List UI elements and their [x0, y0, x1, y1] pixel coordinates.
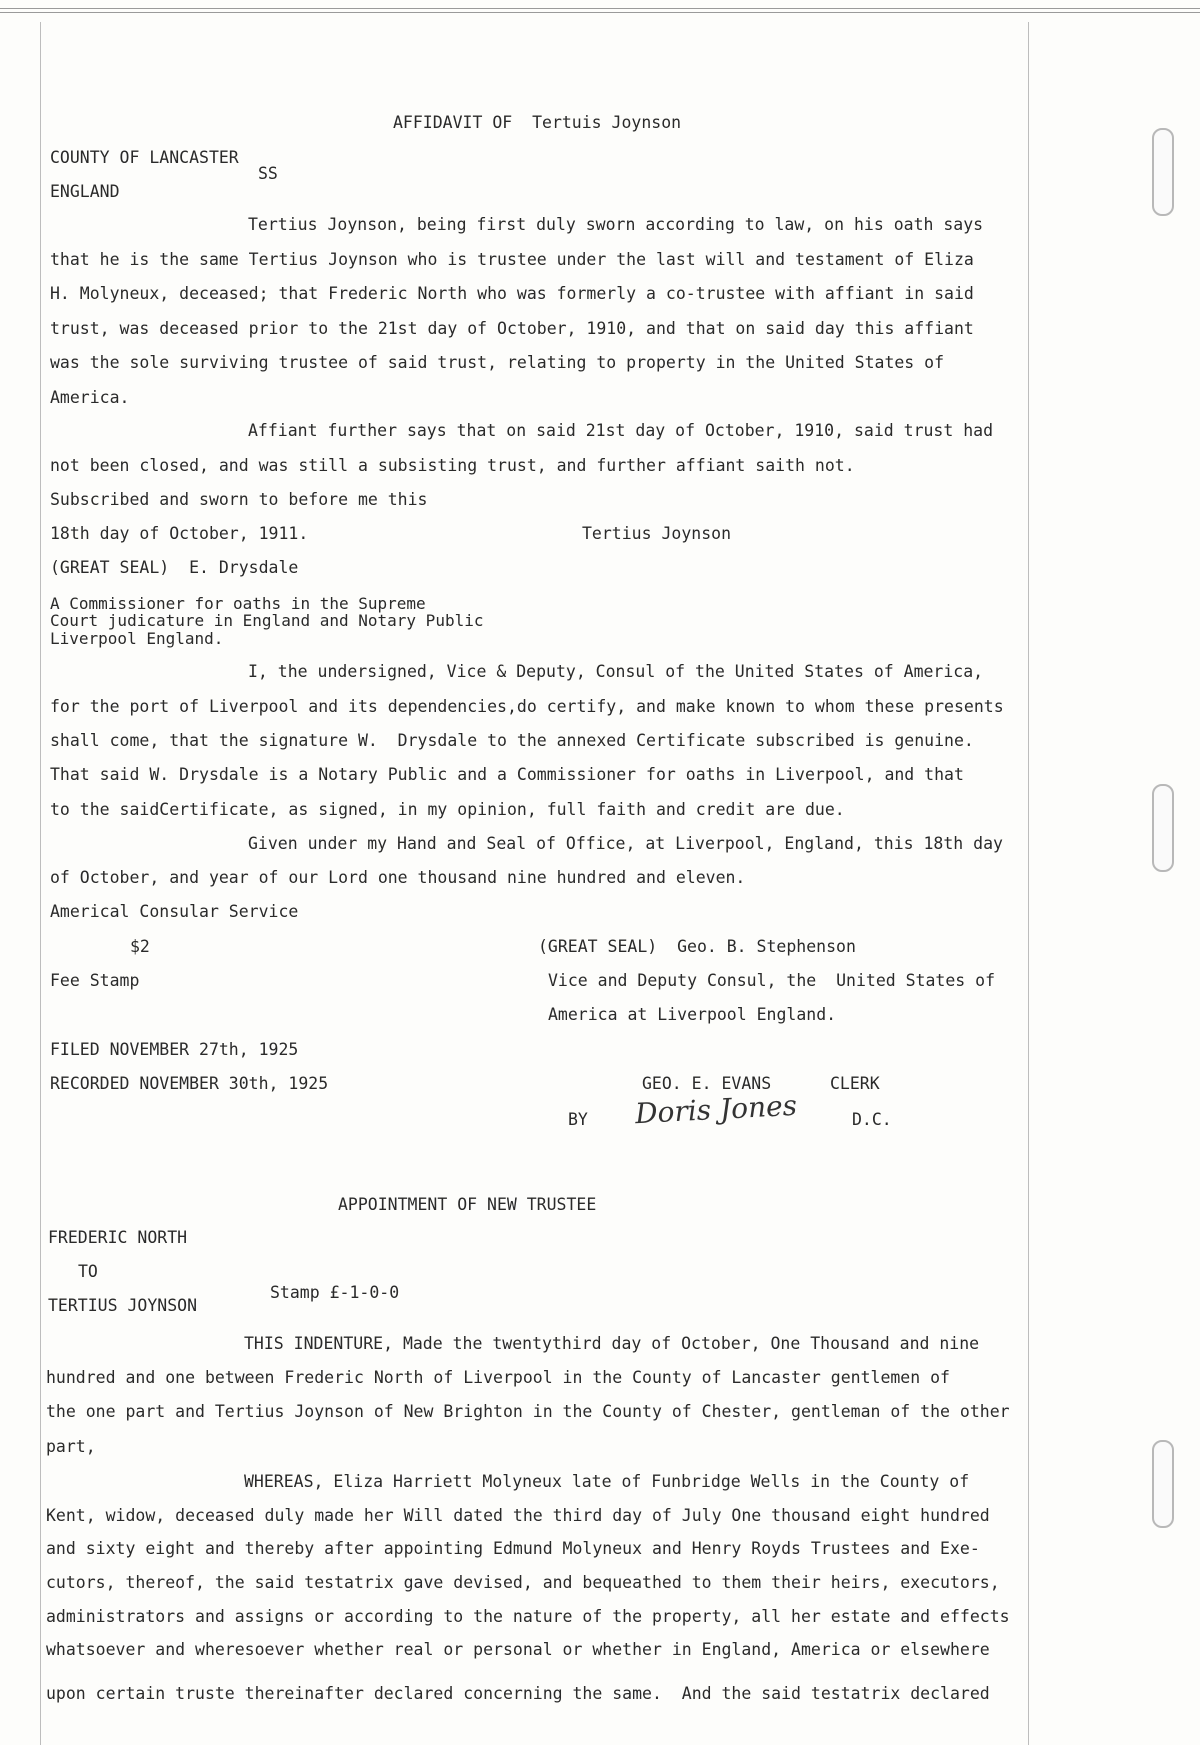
binder-ring-icon [1152, 128, 1174, 216]
fee-amount: $2 [130, 937, 150, 956]
certificate-line: to the saidCertificate, as signed, in my opinion, full faith and credit are due. [50, 800, 845, 819]
venue-country: ENGLAND [50, 182, 120, 201]
left-margin-line [40, 22, 41, 1745]
indenture-line: Kent, widow, deceased duly made her Will dated the third day of July One thousand eight hundred [46, 1506, 990, 1525]
certificate-line: for the port of Liverpool and its dependencies,do certify, and make known to whom these presents [50, 697, 1004, 716]
affidavit-date: 18th day of October, 1911. [50, 524, 309, 543]
subscribed-line: Subscribed and sworn to before me this [50, 490, 428, 509]
deputy-signature: Doris Jones [634, 1088, 798, 1131]
affidavit-paragraph-line: H. Molyneux, deceased; that Frederic North who was formerly a co-trustee with affiant in said [50, 284, 974, 303]
recorded-line: RECORDED NOVEMBER 30th, 1925 [50, 1074, 329, 1093]
certificate-line: of October, and year of our Lord one thousand nine hundred and eleven. [50, 868, 746, 887]
affidavit-paragraph-line: Tertius Joynson, being first duly sworn according to law, on his oath says [248, 215, 984, 234]
indenture-line: THIS INDENTURE, Made the twentythird day of October, One Thousand and nine [244, 1334, 980, 1353]
commissioner-line: A Commissioner for oaths in the Supreme [50, 594, 426, 613]
affidavit-paragraph-line: not been closed, and was still a subsisting trust, and further affiant saith not. [50, 456, 855, 475]
affidavit-paragraph-line: that he is the same Tertius Joynson who is trustee under the last will and testament of Eliza [50, 250, 974, 269]
dc-label: D.C. [852, 1110, 892, 1129]
appointment-stamp: Stamp £-1-0-0 [270, 1283, 400, 1302]
certificate-line: shall come, that the signature W. Drysdale to the annexed Certificate subscribed is genuine. [50, 731, 974, 750]
consul-title: America at Liverpool England. [548, 1005, 837, 1024]
certificate-line: I, the undersigned, Vice & Deputy, Consul of the United States of America, [248, 662, 984, 681]
right-margin-line [1028, 22, 1029, 1745]
affiant-signature: Tertius Joynson [582, 524, 732, 543]
indenture-line: upon certain truste thereinafter declared concerning the same. And the said testatrix declared [46, 1684, 990, 1703]
affidavit-paragraph-line: Affiant further says that on said 21st day of October, 1910, said trust had [248, 421, 994, 440]
appointment-title: APPOINTMENT OF NEW TRUSTEE [338, 1195, 597, 1214]
indenture-line: and sixty eight and thereby after appointing Edmund Molyneux and Henry Royds Trustees and Exe- [46, 1539, 980, 1558]
affidavit-title: AFFIDAVIT OF Tertuis Joynson [393, 113, 682, 132]
commissioner-line: Liverpool England. [50, 629, 224, 648]
fee-stamp-label: Fee Stamp [50, 971, 140, 990]
certificate-line: Given under my Hand and Seal of Office, at Liverpool, England, this 18th day [248, 834, 1003, 853]
consular-service: Americal Consular Service [50, 902, 299, 921]
venue-county: COUNTY OF LANCASTER [50, 148, 239, 167]
commissioner-line: Court judicature in England and Notary Public [50, 611, 484, 630]
indenture-line: whatsoever and wheresoever whether real or personal or whether in England, America or elsewhere [46, 1640, 990, 1659]
certificate-line: That said W. Drysdale is a Notary Public and a Commissioner for oaths in Liverpool, and that [50, 765, 964, 784]
binder-ring-icon [1152, 1440, 1174, 1528]
indenture-line: part, [46, 1437, 96, 1456]
filed-line: FILED NOVEMBER 27th, 1925 [50, 1040, 299, 1059]
top-rule [0, 8, 1200, 9]
by-label: BY [568, 1110, 588, 1129]
appointment-from: FREDERIC NORTH [48, 1228, 188, 1247]
consul-seal-line: (GREAT SEAL) Geo. B. Stephenson [538, 937, 856, 956]
top-rule [0, 12, 1200, 13]
affidavit-paragraph-line: trust, was deceased prior to the 21st day of October, 1910, and that on said day this affiant [50, 319, 974, 338]
indenture-line: the one part and Tertius Joynson of New Brighton in the County of Chester, gentleman of the other [46, 1402, 1010, 1421]
appointment-to-word: TO [78, 1262, 98, 1281]
binder-ring-icon [1152, 784, 1174, 872]
indenture-line: WHEREAS, Eliza Harriett Molyneux late of Funbridge Wells in the County of [244, 1472, 970, 1491]
appointment-to-name: TERTIUS JOYNSON [48, 1296, 198, 1315]
affidavit-paragraph-line: was the sole surviving trustee of said trust, relating to property in the United States of [50, 353, 945, 372]
venue-ss: SS [258, 164, 278, 183]
indenture-line: hundred and one between Frederic North of Liverpool in the County of Lancaster gentlemen of [46, 1368, 950, 1387]
notary-seal-line: (GREAT SEAL) E. Drysdale [50, 558, 299, 577]
indenture-line: cutors, thereof, the said testatrix gave devised, and bequeathed to them their heirs, executors, [46, 1573, 1000, 1592]
consul-title: Vice and Deputy Consul, the United States of [548, 971, 996, 990]
indenture-line: administrators and assigns or according to the nature of the property, all her estate and effects [46, 1607, 1010, 1626]
clerk-name: GEO. E. EVANS [642, 1074, 772, 1093]
affidavit-paragraph-line: America. [50, 388, 130, 407]
clerk-label: CLERK [830, 1074, 880, 1093]
